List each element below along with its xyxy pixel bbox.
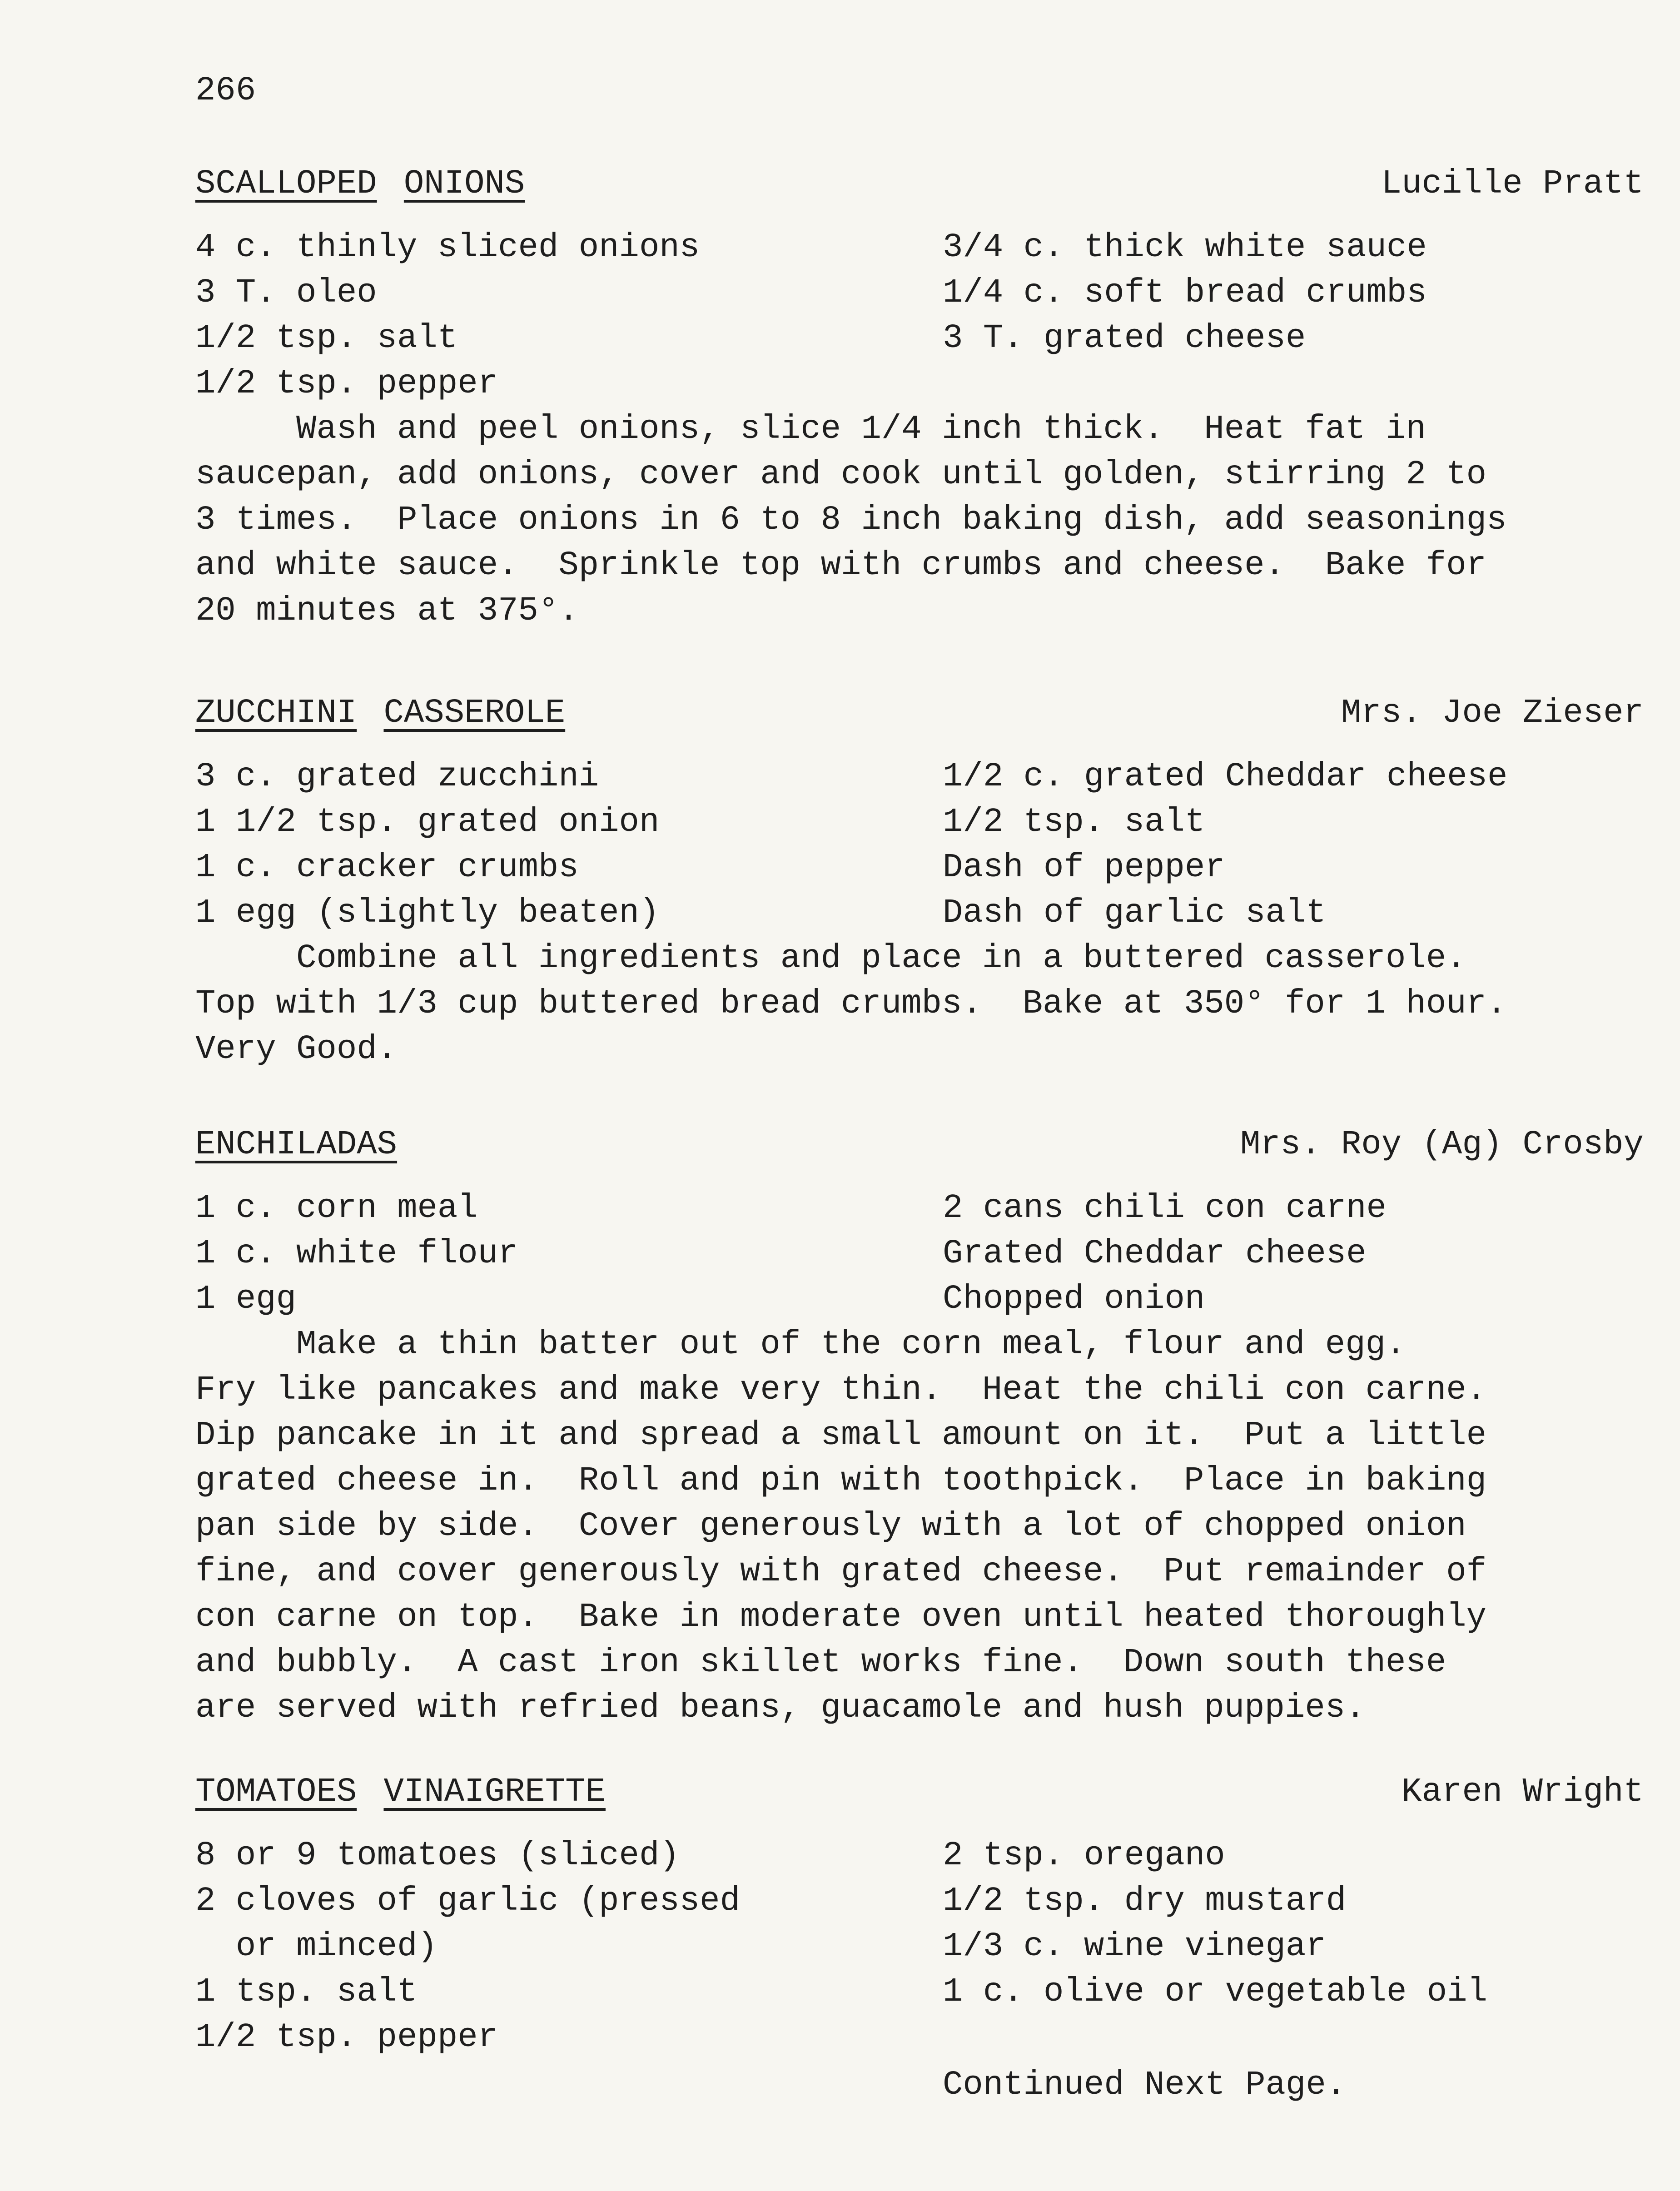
instruction-line: 20 minutes at 375°.	[195, 592, 579, 630]
instruction-line: pan side by side. Cover generously with a lot of chopped onion	[195, 1507, 1466, 1545]
ingredient-item: 3 T. oleo	[195, 274, 377, 312]
recipe-header	[195, 161, 1644, 207]
instruction-line: Wash and peel onions, slice 1/4 inch thick. Heat fat in	[195, 410, 1426, 448]
instruction-line: Make a thin batter out of the corn meal, flour and egg.	[195, 1326, 1406, 1364]
ingredient-item: or minced)	[195, 1928, 437, 1966]
ingredient-item: 1/4 c. soft bread crumbs	[943, 274, 1427, 312]
ingredient-column	[943, 1186, 1644, 1322]
recipe-title-word: ENCHILADAS	[195, 1126, 398, 1164]
recipe-title	[195, 161, 525, 207]
instruction-line: are served with refried beans, guacamole and hush puppies.	[195, 1689, 1366, 1727]
recipe-header	[195, 1122, 1644, 1168]
recipe-title	[195, 1769, 606, 1815]
ingredient-item: 3 T. grated cheese	[943, 319, 1306, 358]
ingredient-item: 1/2 tsp. salt	[195, 319, 458, 358]
recipe-author: Mrs. Joe Zieser	[1341, 694, 1644, 732]
ingredient-item: 3 c. grated zucchini	[195, 758, 599, 796]
recipe-author: Mrs. Roy (Ag) Crosby	[1240, 1126, 1644, 1164]
recipe-header	[195, 1769, 1644, 1815]
ingredient-list	[195, 1833, 1644, 2060]
ingredient-item: 1 c. corn meal	[195, 1189, 478, 1227]
ingredient-item: 1 c. cracker crumbs	[195, 849, 579, 887]
continued-note: Continued Next Page.	[943, 2066, 1347, 2104]
ingredient-item: 1/2 tsp. dry mustard	[943, 1882, 1347, 1920]
ingredient-item: 1/2 tsp. salt	[943, 803, 1205, 841]
ingredient-item: Chopped onion	[943, 1280, 1205, 1318]
ingredient-item: 1/2 c. grated Cheddar cheese	[943, 758, 1508, 796]
ingredient-item: 1 egg (slightly beaten)	[195, 894, 660, 932]
recipe	[195, 161, 1644, 634]
recipe-title-word: ZUCCHINI	[195, 694, 357, 732]
recipe	[195, 691, 1644, 1072]
ingredient-item: Dash of pepper	[943, 849, 1225, 887]
instruction-line: Fry like pancakes and make very thin. Heat the chili con carne.	[195, 1371, 1487, 1409]
ingredient-item: 1/3 c. wine vinegar	[943, 1928, 1326, 1966]
ingredient-item: 2 cans chili con carne	[943, 1189, 1387, 1227]
ingredient-list	[195, 1186, 1644, 1322]
recipe-title	[195, 1122, 397, 1168]
recipe-title-word: SCALLOPED	[195, 165, 377, 203]
instruction-line: grated cheese in. Roll and pin with toothpick. Place in baking	[195, 1462, 1487, 1500]
instruction-line: and bubbly. A cast iron skillet works fine. Down south these	[195, 1644, 1446, 1682]
ingredient-column	[943, 1833, 1644, 2060]
instruction-line: saucepan, add onions, cover and cook until golden, stirring 2 to	[195, 456, 1487, 494]
ingredient-item: Grated Cheddar cheese	[943, 1235, 1367, 1273]
recipe-title-word: VINAIGRETTE	[383, 1773, 606, 1811]
instruction-line: Top with 1/3 cup buttered bread crumbs. Bake at 350° for 1 hour.	[195, 985, 1507, 1023]
ingredient-list	[195, 225, 1644, 407]
ingredient-item: 1 c. white flour	[195, 1235, 518, 1273]
ingredient-column	[195, 754, 943, 936]
instruction-line: con carne on top. Bake in moderate oven until heated thoroughly	[195, 1598, 1487, 1636]
ingredient-column	[943, 754, 1644, 936]
ingredient-item: 3/4 c. thick white sauce	[943, 229, 1427, 267]
recipe	[195, 1122, 1644, 1731]
instruction-line: 3 times. Place onions in 6 to 8 inch baking dish, add seasonings	[195, 501, 1507, 539]
ingredient-column	[195, 225, 943, 407]
ingredient-item: 1/2 tsp. pepper	[195, 365, 498, 403]
ingredient-item: Dash of garlic salt	[943, 894, 1326, 932]
ingredient-column	[943, 225, 1644, 407]
ingredient-item: 1 c. olive or vegetable oil	[943, 1973, 1487, 2011]
recipe-title-word: TOMATOES	[195, 1773, 357, 1811]
ingredient-item: 8 or 9 tomatoes (sliced)	[195, 1837, 680, 1875]
instruction-line: Dip pancake in it and spread a small amount on it. Put a little	[195, 1416, 1487, 1455]
instruction-line: Very Good.	[195, 1030, 398, 1068]
ingredient-list	[195, 754, 1644, 936]
page-number: 266	[195, 72, 256, 110]
recipe-title	[195, 691, 565, 736]
ingredient-column	[195, 1186, 943, 1322]
instruction-line: Combine all ingredients and place in a buttered casserole.	[195, 939, 1466, 978]
ingredient-item: 4 c. thinly sliced onions	[195, 229, 700, 267]
ingredient-item: 2 tsp. oregano	[943, 1837, 1225, 1875]
ingredient-item: 2 cloves of garlic (pressed	[195, 1882, 740, 1920]
recipe-author: Karen Wright	[1402, 1773, 1644, 1811]
recipe-title-word: ONIONS	[403, 165, 525, 203]
ingredient-column	[195, 1833, 943, 2060]
instruction-line: and white sauce. Sprinkle top with crumbs and cheese. Bake for	[195, 547, 1487, 585]
ingredient-item: 1 egg	[195, 1280, 297, 1318]
recipe-title-word: CASSEROLE	[383, 694, 566, 732]
recipe-author: Lucille Pratt	[1381, 165, 1644, 203]
ingredient-item: 1 tsp. salt	[195, 1973, 418, 2011]
recipe	[195, 1769, 1644, 2060]
recipe-header	[195, 691, 1644, 736]
instruction-line: fine, and cover generously with grated cheese. Put remainder of	[195, 1553, 1487, 1591]
ingredient-item: 1 1/2 tsp. grated onion	[195, 803, 660, 841]
ingredient-item: 1/2 tsp. pepper	[195, 2018, 498, 2057]
